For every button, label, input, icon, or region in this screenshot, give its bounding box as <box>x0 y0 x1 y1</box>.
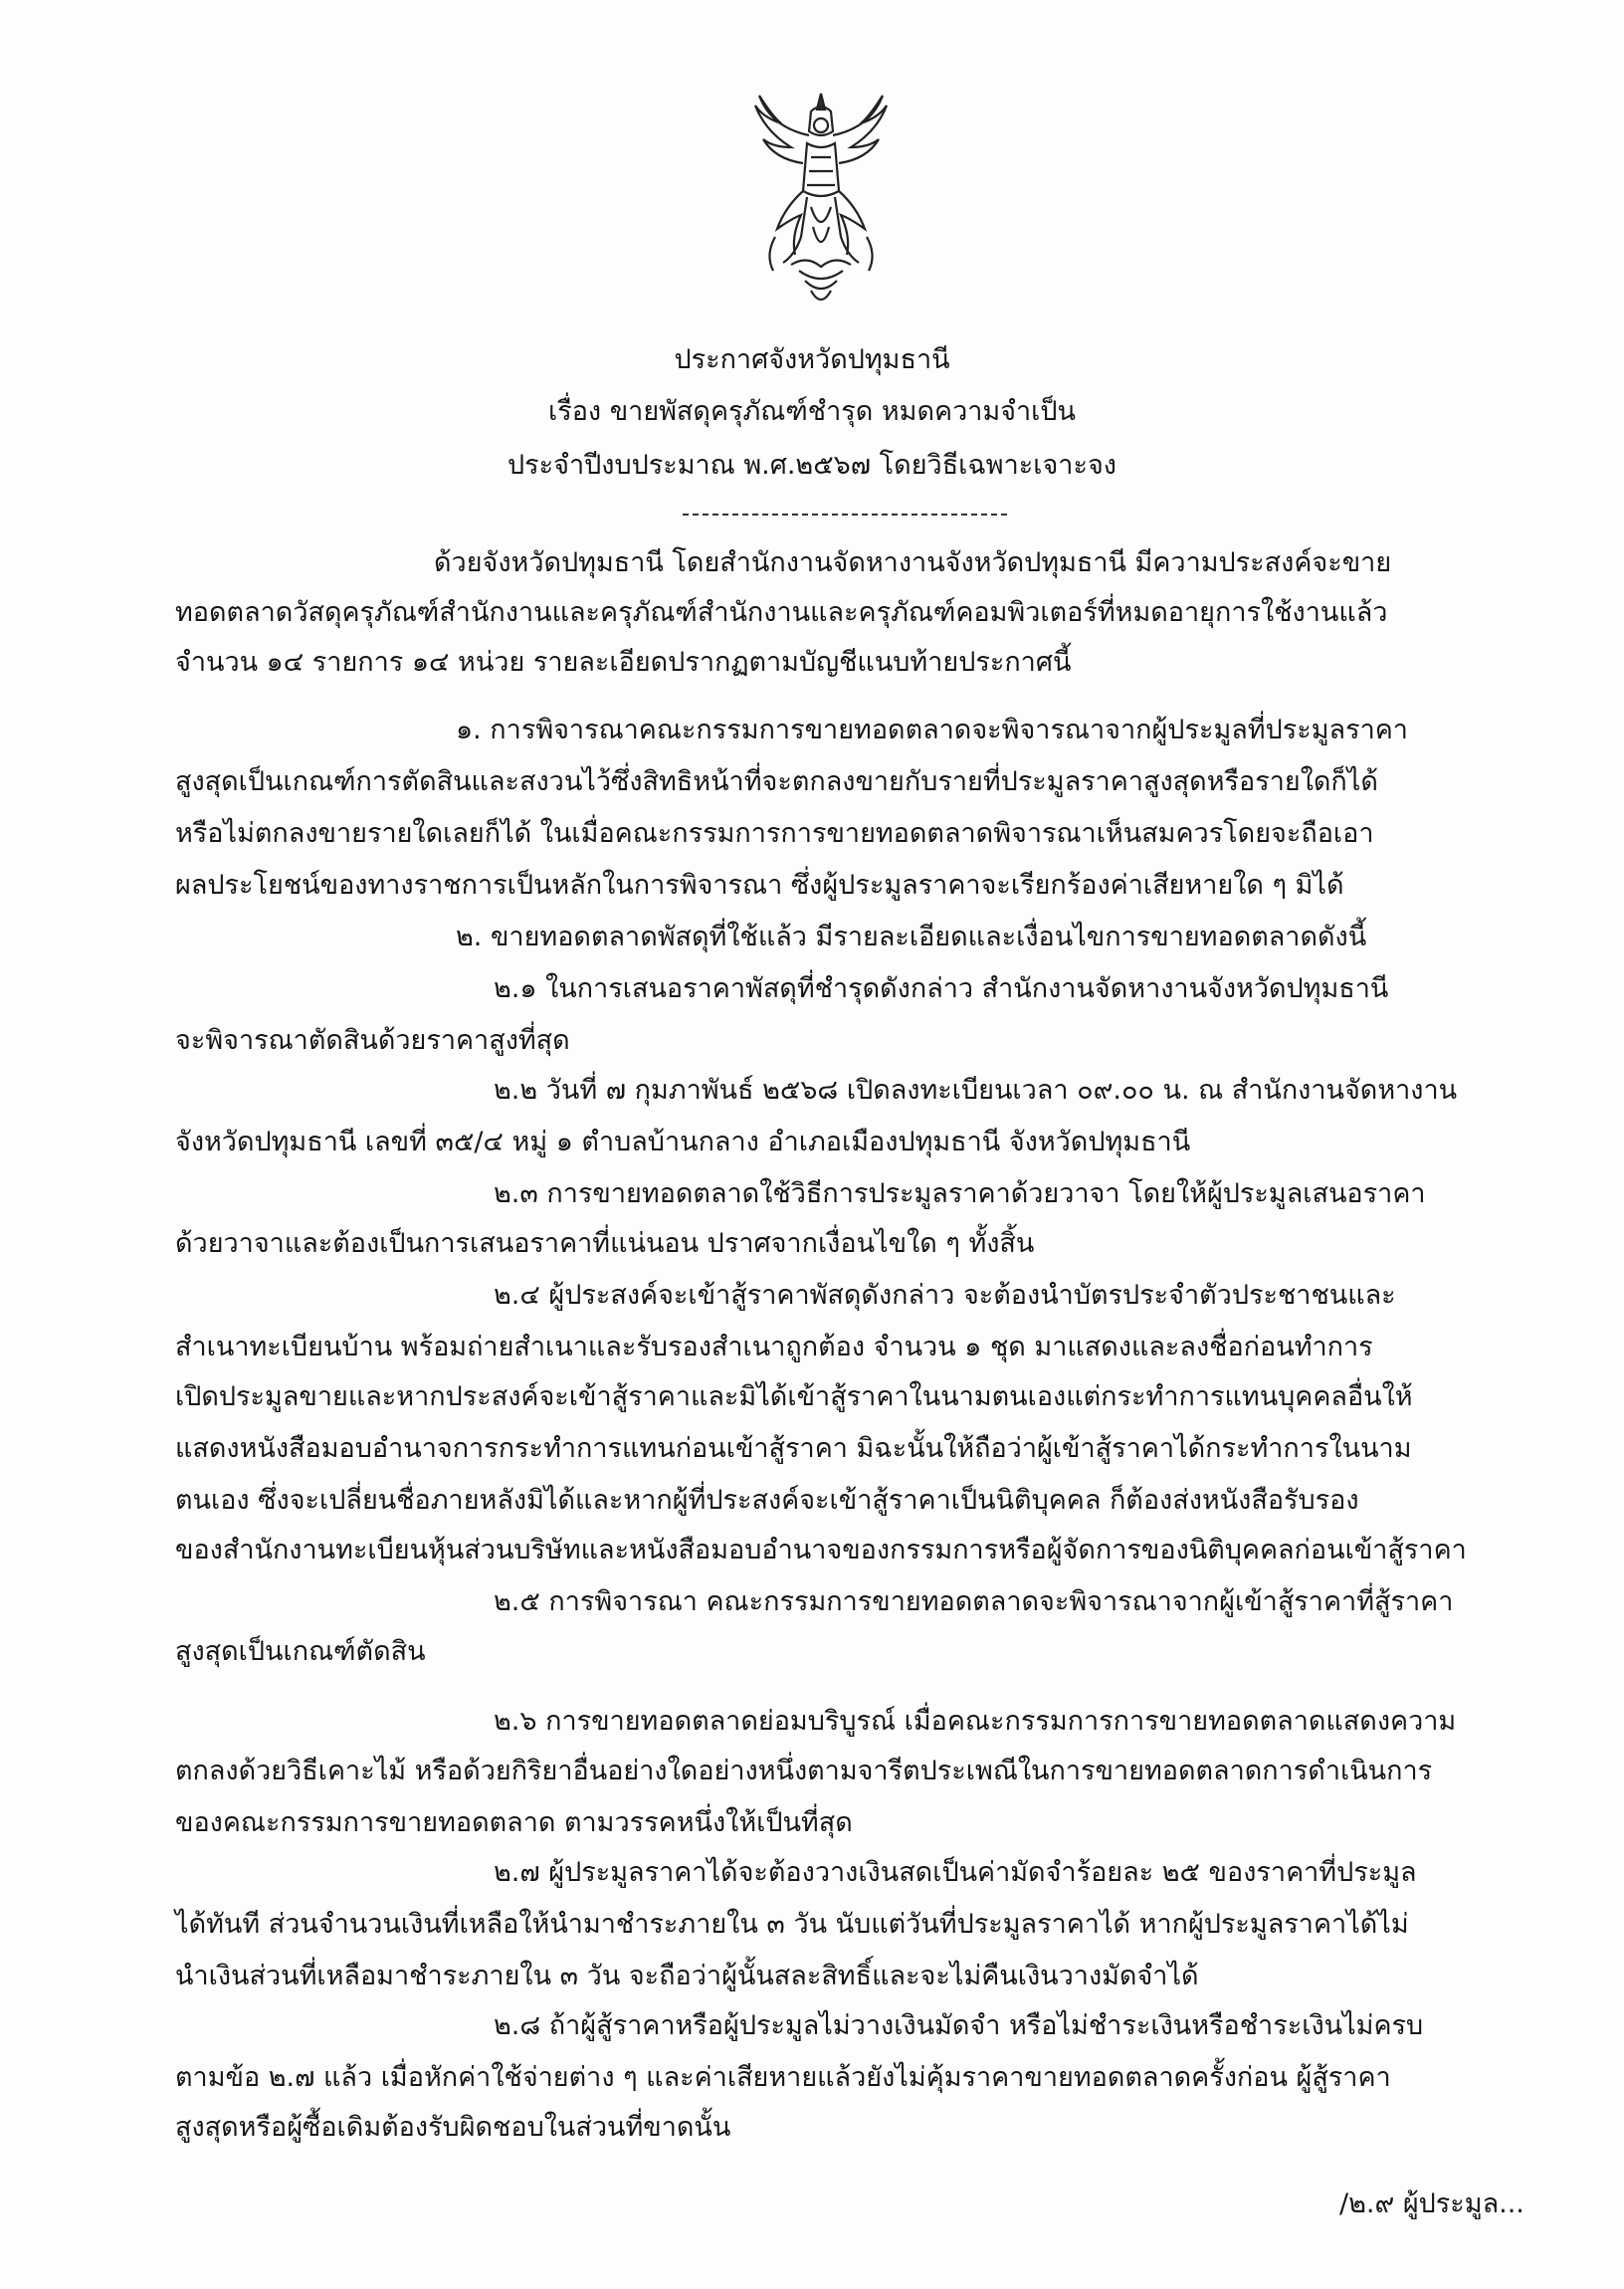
intro-line: ทอดตลาดวัสดุครุภัณฑ์สำนักงานและครุภัณฑ์สำนักงานและครุภัณฑ์คอมพิวเตอร์ที่หมดอายุการใช้งานแล้ว <box>175 597 1388 628</box>
item-2-2-line: จังหวัดปทุมธานี เลขที่ ๓๕/๔ หมู่ ๑ ตำบลบ้านกลาง อำเภอเมืองปทุมธานี จังหวัดปทุมธานี <box>175 1127 1191 1157</box>
item-2-3-line: ด้วยวาจาและต้องเป็นการเสนอราคาที่แน่นอน ปราศจากเงื่อนไขใด ๆ ทั้งสิ้น <box>175 1228 1035 1259</box>
item-2-1-line: ๒.๑ ในการเสนอราคาพัสดุที่ชำรุดดังกล่าว สำนักงานจัดหางานจังหวัดปทุมธานี <box>494 973 1389 1004</box>
garuda-emblem-icon <box>751 88 891 312</box>
item-2-4-line: ตนเอง ซึ่งจะเปลี่ยนชื่อภายหลังมิได้และหากผู้ที่ประสงค์จะเข้าสู้ราคาเป็นนิติบุคคล ก็ต้องส่งหนังสือรับรอง <box>175 1485 1359 1516</box>
announcement-title: ประกาศจังหวัดปทุมธานี <box>674 344 950 375</box>
item-2-4-line: เปิดประมูลขายและหากประสงค์จะเข้าสู้ราคาและมิได้เข้าสู้ราคาในนามตนเองแต่กระทำการแทนบุคคลอื่นให้ <box>175 1381 1413 1412</box>
item-1-line: ผลประโยชน์ของทางราชการเป็นหลักในการพิจารณา ซึ่งผู้ประมูลราคาจะเรียกร้องค่าเสียหายใด ๆ มิได้ <box>175 870 1344 901</box>
intro-line: จำนวน ๑๔ รายการ ๑๔ หน่วย รายละเอียดปรากฏตามบัญชีแนบท้ายประกาศนี้ <box>175 647 1072 678</box>
announcement-subject: เรื่อง ขายพัสดุครุภัณฑ์ชำรุด หมดความจำเป็น <box>547 396 1076 427</box>
item-2-4-line: สำเนาทะเบียนบ้าน พร้อมถ่ายสำเนาและรับรองสำเนาถูกต้อง จำนวน ๑ ชุด มาแสดงและลงชื่อก่อนทำการ <box>175 1332 1373 1362</box>
item-1-line: สูงสุดเป็นเกณฑ์การตัดสินและสงวนไว้ซึ่งสิทธิหน้าที่จะตกลงขายกับรายที่ประมูลราคาสูงสุดหรือรายใดก็ได้ <box>175 766 1378 797</box>
item-2-8-line: ตามข้อ ๒.๗ แล้ว เมื่อหักค่าใช้จ่ายต่าง ๆ และค่าเสียหายแล้วยังไม่คุ้มราคาขายทอดตลาดครั้งก่อน ผู้สู้ราคา <box>175 2062 1391 2093</box>
announcement-fiscal-year: ประจำปีงบประมาณ พ.ศ.๒๕๖๗ โดยวิธีเฉพาะเจาะจง <box>508 450 1116 481</box>
item-2-7-line: นำเงินส่วนที่เหลือมาชำระภายใน ๓ วัน จะถือว่าผู้นั้นสละสิทธิ์และจะไม่คืนเงินวางมัดจำได้ <box>175 1961 1199 1991</box>
item-1-line: ๑. การพิจารณาคณะกรรมการขายทอดตลาดจะพิจารณาจากผู้ประมูลที่ประมูลราคา <box>456 715 1408 745</box>
item-1-line: หรือไม่ตกลงขายรายใดเลยก็ได้ ในเมื่อคณะกรรมการการขายทอดตลาดพิจารณาเห็นสมควรโดยจะถือเอา <box>175 818 1374 849</box>
item-2-6-line: ของคณะกรรมการขายทอดตลาด ตามวรรคหนึ่งให้เป็นที่สุด <box>175 1807 853 1838</box>
item-2-4-line: ๒.๔ ผู้ประสงค์จะเข้าสู้ราคาพัสดุดังกล่าว จะต้องนำบัตรประจำตัวประชาชนและ <box>494 1280 1396 1311</box>
item-2-4-line: แสดงหนังสือมอบอำนาจการกระทำการแทนก่อนเข้าสู้ราคา มิฉะนั้นให้ถือว่าผู้เข้าสู้ราคาได้กระทำการในนาม <box>175 1433 1412 1464</box>
intro-line: ด้วยจังหวัดปทุมธานี โดยสำนักงานจัดหางานจังหวัดปทุมธานี มีความประสงค์จะขาย <box>434 547 1392 578</box>
item-2-6-line: ตกลงด้วยวิธีเคาะไม้ หรือด้วยกิริยาอื่นอย่างใดอย่างหนึ่งตามจารีตประเพณีในการขายทอดตลาดการดำเนินการ <box>175 1756 1433 1786</box>
item-2-2-line: ๒.๒ วันที่ ๗ กุมภาพันธ์ ๒๕๖๘ เปิดลงทะเบียนเวลา ๐๙.๐๐ น. ณ สำนักงานจัดหางาน <box>494 1075 1458 1106</box>
item-2-5-line: ๒.๕ การพิจารณา คณะกรรมการขายทอดตลาดจะพิจารณาจากผู้เข้าสู้ราคาที่สู้ราคา <box>494 1586 1454 1617</box>
item-2-7-line: ได้ทันที ส่วนจำนวนเงินที่เหลือให้นำมาชำระภายใน ๓ วัน นับแต่วันที่ประมูลราคาได้ หากผู้ประมูลราคาได้ไม่ <box>175 1909 1409 1940</box>
item-2-1-line: จะพิจารณาตัดสินด้วยราคาสูงที่สุด <box>175 1025 570 1056</box>
title-divider <box>683 514 1007 516</box>
item-2-8-line: สูงสุดหรือผู้ซื้อเดิมต้องรับผิดชอบในส่วนที่ขาดนั้น <box>175 2112 731 2143</box>
continuation-marker: /๒.๙ ผู้ประมูล... <box>1339 2188 1524 2219</box>
item-2-heading: ๒. ขายทอดตลาดพัสดุที่ใช้แล้ว มีรายละเอียดและเงื่อนไขการขายทอดตลาดดังนี้ <box>456 922 1367 952</box>
item-2-5-line: สูงสุดเป็นเกณฑ์ตัดสิน <box>175 1636 426 1667</box>
item-2-3-line: ๒.๓ การขายทอดตลาดใช้วิธีการประมูลราคาด้วยวาจา โดยให้ผู้ประมูลเสนอราคา <box>494 1178 1426 1209</box>
item-2-7-line: ๒.๗ ผู้ประมูลราคาได้จะต้องวางเงินสดเป็นค่ามัดจำร้อยละ ๒๕ ของราคาที่ประมูล <box>494 1857 1417 1888</box>
item-2-6-line: ๒.๖ การขายทอดตลาดย่อมบริบูรณ์ เมื่อคณะกรรมการการขายทอดตลาดแสดงความ <box>494 1706 1457 1737</box>
item-2-4-line: ของสำนักงานทะเบียนหุ้นส่วนบริษัทและหนังสือมอบอำนาจของกรรมการหรือผู้จัดการของนิติบุคคลก่อนเข้าสู้ราคา <box>175 1535 1467 1565</box>
item-2-8-line: ๒.๘ ถ้าผู้สู้ราคาหรือผู้ประมูลไม่วางเงินมัดจำ หรือไม่ชำระเงินหรือชำระเงินไม่ครบ <box>494 2010 1424 2041</box>
